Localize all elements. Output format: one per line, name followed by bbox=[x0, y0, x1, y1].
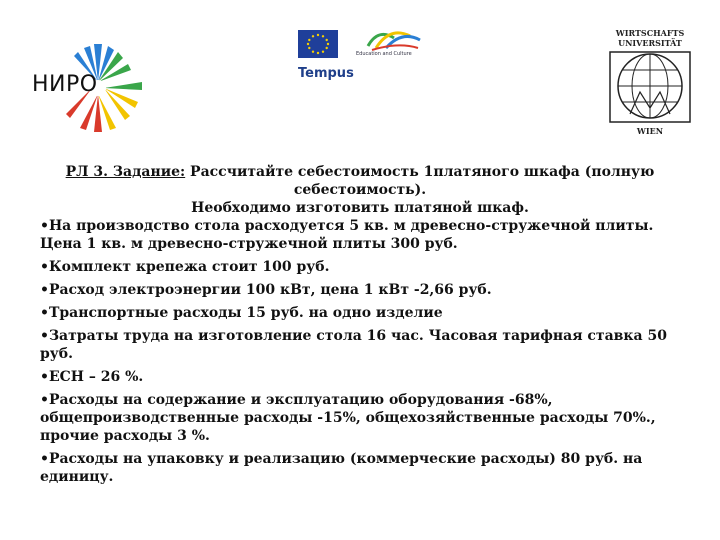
bullet-item: •На производство стола расходуется 5 кв. м древесно-стружечной плиты. Цена 1 кв. м древесно-стружечной плиты 300 руб. bbox=[40, 218, 654, 252]
bullet-item: •Расход электроэнергии 100 кВт, цена 1 кВт -2,66 руб. bbox=[40, 282, 492, 298]
task-text: Рассчитайте себестоимость 1платяного шкафа (полную себестоимость). bbox=[185, 164, 655, 198]
bullet-item: •Расходы на содержание и эксплуатацию оборудования -68%, общепроизводственные расходы -15%, общехозяйственные расходы 70%., прочие расходы 3 %. bbox=[40, 392, 656, 444]
task-title bbox=[40, 163, 680, 199]
task-subtitle: Необходимо изготовить платяной шкаф. bbox=[191, 200, 529, 216]
bullet-item: •Затраты труда на изготовление стола 16 час. Часовая тарифная ставка 50 руб. bbox=[40, 328, 667, 362]
bullet-item: •Комплект крепежа стоит 100 руб. bbox=[40, 259, 330, 275]
task-content bbox=[40, 163, 680, 486]
niro-logo bbox=[28, 38, 148, 138]
bullet-item: •ЕСН – 26 %. bbox=[40, 369, 144, 385]
tempus-label: Tempus bbox=[298, 66, 354, 81]
wu-emblem-icon bbox=[590, 50, 710, 124]
wu-name-line2: UNIVERSITÄT bbox=[618, 38, 682, 48]
wu-wien-logo bbox=[590, 28, 710, 140]
bullet-item: •Транспортные расходы 15 руб. на одно изделие bbox=[40, 305, 443, 321]
wu-city: WIEN bbox=[636, 126, 664, 136]
education-culture-caption: Education and Culture bbox=[356, 51, 412, 57]
bullet-item: •Расходы на упаковку и реализацию (коммерческие расходы) 80 руб. на единицу. bbox=[40, 451, 643, 485]
task-label: РЛ 3. Задание: bbox=[65, 164, 186, 180]
eu-flag-icon bbox=[298, 30, 338, 58]
niro-label: НИРО bbox=[32, 72, 98, 97]
wu-name-line1: WIRTSCHAFTS bbox=[615, 28, 685, 38]
